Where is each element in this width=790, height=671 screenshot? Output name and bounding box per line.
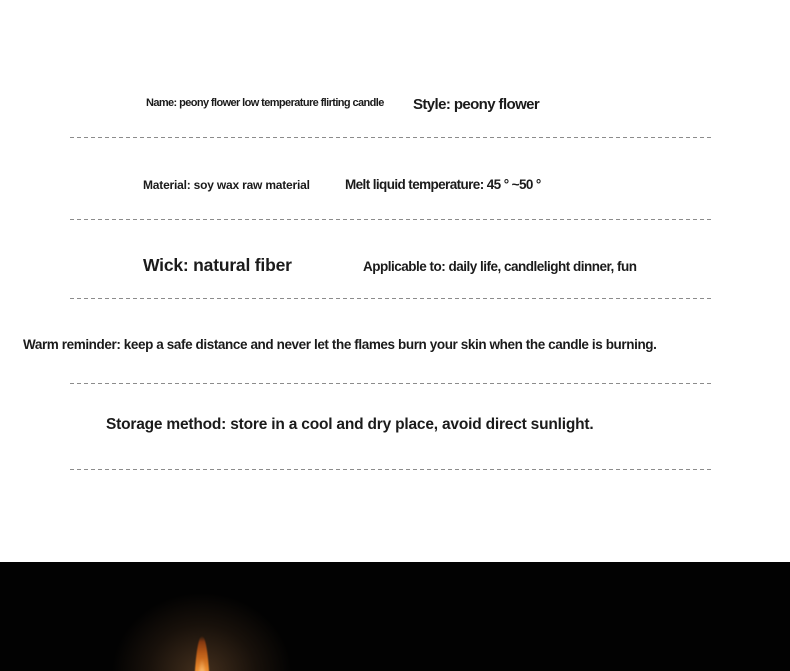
divider [70,469,713,470]
divider [70,298,713,299]
spec-style: Style: peony flower [413,96,540,113]
spec-wick: Wick: natural fiber [143,255,292,275]
spec-name: Name: peony flower low temperature flirting candle [146,97,384,109]
flame-core [198,658,206,671]
divider [70,219,713,220]
spec-material: Material: soy wax raw material [143,178,310,192]
spec-melt-temperature: Melt liquid temperature: 45 ° ~50 ° [345,177,541,192]
spec-applicable-to: Applicable to: daily life, candlelight dinner, fun [363,259,637,274]
storage-method-text: Storage method: store in a cool and dry place, avoid direct sunlight. [106,416,594,433]
candle-photo [0,562,790,671]
divider [70,137,713,138]
warm-reminder-text: Warm reminder: keep a safe distance and never let the flames burn your skin when the candle is burning. [23,337,657,352]
divider [70,383,713,384]
